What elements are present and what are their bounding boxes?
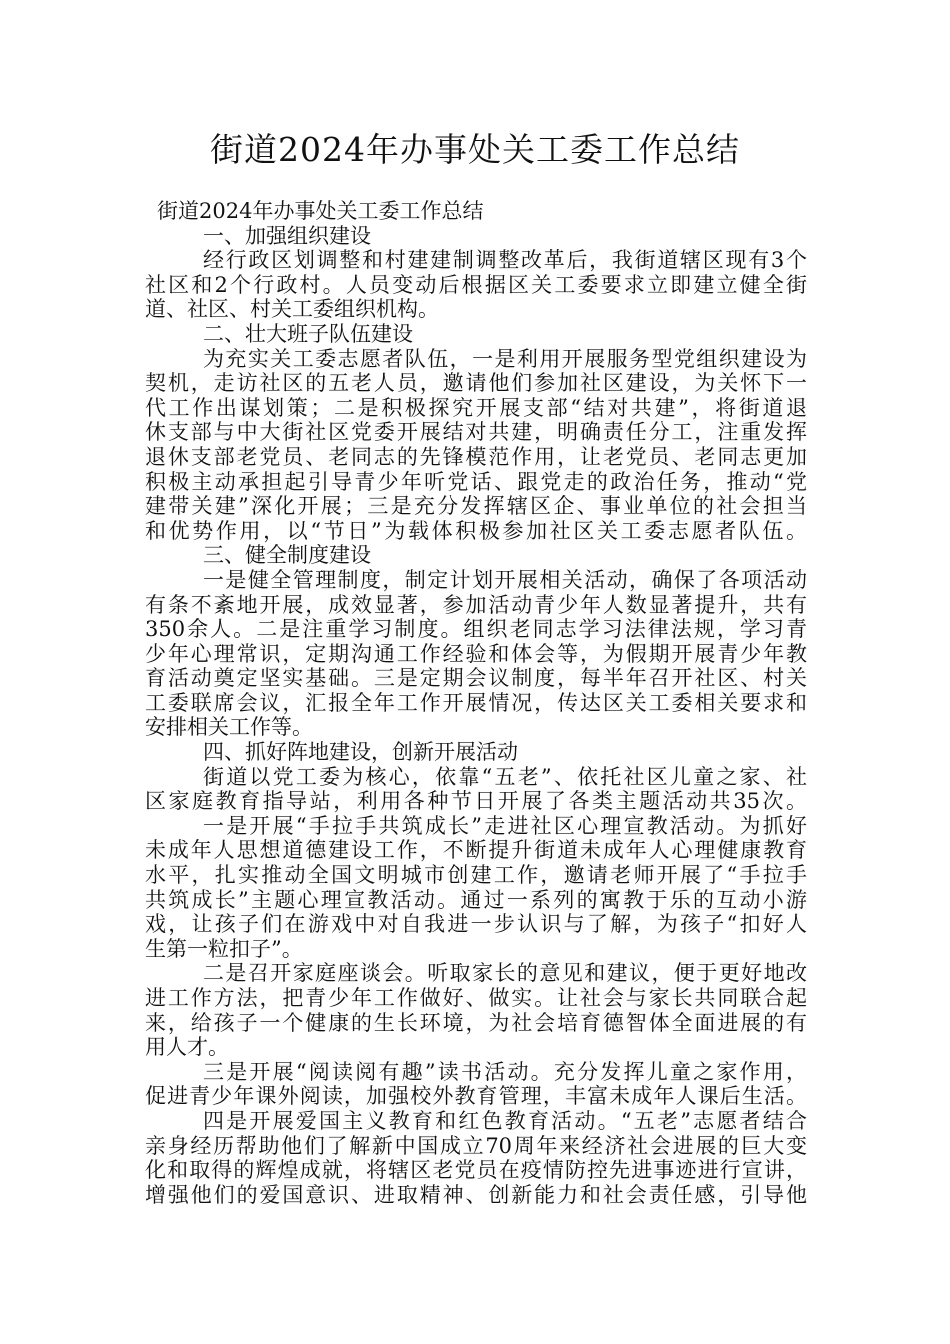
body-line: 为充实关工委志愿者队伍，一是利用开展服务型党组织建设为 bbox=[203, 346, 807, 371]
body-line: 亲身经历帮助他们了解新中国成立70周年来经济社会进展的巨大变 bbox=[145, 1133, 807, 1158]
body-line: 和优势作用，以“节日”为载体积极参加社区关工委志愿者队伍。 bbox=[145, 518, 807, 543]
body-line: 化和取得的辉煌成就，将辖区老党员在疫情防控先进事迹进行宣讲， bbox=[145, 1158, 807, 1183]
body-line: 未成年人思想道德建设工作，不断提升街道未成年人心理健康教育 bbox=[145, 838, 807, 863]
body-line: 促进青少年课外阅读，加强校外教育管理，丰富未成年人课后生活。 bbox=[145, 1084, 807, 1109]
body-line: 生第一粒扣子”。 bbox=[145, 936, 303, 961]
body-line: 经行政区划调整和村建建制调整改革后，我街道辖区现有3个 bbox=[203, 248, 807, 273]
body-line: 二是召开家庭座谈会。听取家长的意见和建议，便于更好地改 bbox=[203, 961, 807, 986]
body-line: 积极主动承担起引导青少年听党话、跟党走的政治任务，推动“党 bbox=[145, 469, 807, 494]
body-line: 区家庭教育指导站，利用各种节日开展了各类主题活动共35次。 bbox=[145, 789, 807, 814]
body-line: 共筑成长”主题心理宣教活动。通过一系列的寓教于乐的互动小游 bbox=[145, 887, 807, 912]
body-line: 增强他们的爱国意识、进取精神、创新能力和社会责任感，引导他 bbox=[145, 1182, 807, 1207]
body-line: 来，给孩子一个健康的生长环境，为社会培育德智体全面进展的有 bbox=[145, 1010, 807, 1035]
section-heading: 四、抓好阵地建设，创新开展活动 bbox=[203, 740, 518, 765]
body-line: 进工作方法，把青少年工作做好、做实。让社会与家长共同联合起 bbox=[145, 986, 807, 1010]
body-line: 道、社区、村关工委组织机构。 bbox=[145, 297, 439, 322]
body-line: 水平，扎实推动全国文明城市创建工作，邀请老师开展了“手拉手 bbox=[145, 863, 807, 888]
body-line: 有条不紊地开展，成效显著，参加活动青少年人数显著提升，共有 bbox=[145, 592, 807, 617]
section-heading: 一、加强组织建设 bbox=[203, 223, 371, 248]
body-line: 社区和2个行政村。人员变动后根据区关工委要求立即建立健全街 bbox=[145, 272, 807, 297]
section-heading: 三、健全制度建设 bbox=[203, 543, 371, 568]
body-line: 休支部与中大街社区党委开展结对共建，明确责任分工，注重发挥 bbox=[145, 420, 807, 445]
body-line: 契机，走访社区的五老人员，邀请他们参加社区建设，为关怀下一 bbox=[145, 371, 807, 396]
body-line: 育活动奠定坚实基础。三是定期会议制度，每半年召开社区、村关 bbox=[145, 666, 807, 691]
section-heading: 二、壮大班子队伍建设 bbox=[203, 321, 413, 346]
body-line: 街道以党工委为核心，依靠“五老”、依托社区儿童之家、社 bbox=[203, 764, 807, 789]
body-line: 工委联席会议，汇报全年工作开展情况，传达区关工委相关要求和 bbox=[145, 690, 807, 715]
body-line: 三是开展“阅读阅有趣”读书活动。充分发挥儿童之家作用， bbox=[203, 1059, 807, 1084]
body-line: 少年心理常识，定期沟通工作经验和体会等，为假期开展青少年教 bbox=[145, 641, 807, 666]
body-line: 350余人。二是注重学习制度。组织老同志学习法律法规，学习青 bbox=[145, 617, 807, 642]
document-title: 街道2024年办事处关工委工作总结 bbox=[210, 130, 740, 169]
body-line: 戏，让孩子们在游戏中对自我进一步认识与了解，为孩子“扣好人 bbox=[145, 912, 807, 937]
body-line: 一是开展“手拉手共筑成长”走进社区心理宣教活动。为抓好 bbox=[203, 813, 807, 838]
body-line: 安排相关工作等。 bbox=[145, 715, 313, 740]
body-line: 一是健全管理制度，制定计划开展相关活动，确保了各项活动 bbox=[203, 567, 807, 592]
body-line: 建带关建”深化开展；三是充分发挥辖区企、事业单位的社会担当 bbox=[145, 494, 807, 519]
body-line: 用人才。 bbox=[145, 1035, 229, 1060]
body-line: 四是开展爱国主义教育和红色教育活动。“五老”志愿者结合 bbox=[203, 1108, 807, 1133]
body-line: 退休支部老党员、老同志的先锋模范作用，让老党员、老同志更加 bbox=[145, 444, 807, 469]
document-body bbox=[145, 199, 807, 1207]
body-line: 代工作出谋划策；二是积极探究开展支部“结对共建”，将街道退 bbox=[145, 395, 807, 420]
subtitle-line: 街道2024年办事处关工委工作总结 bbox=[157, 199, 484, 223]
